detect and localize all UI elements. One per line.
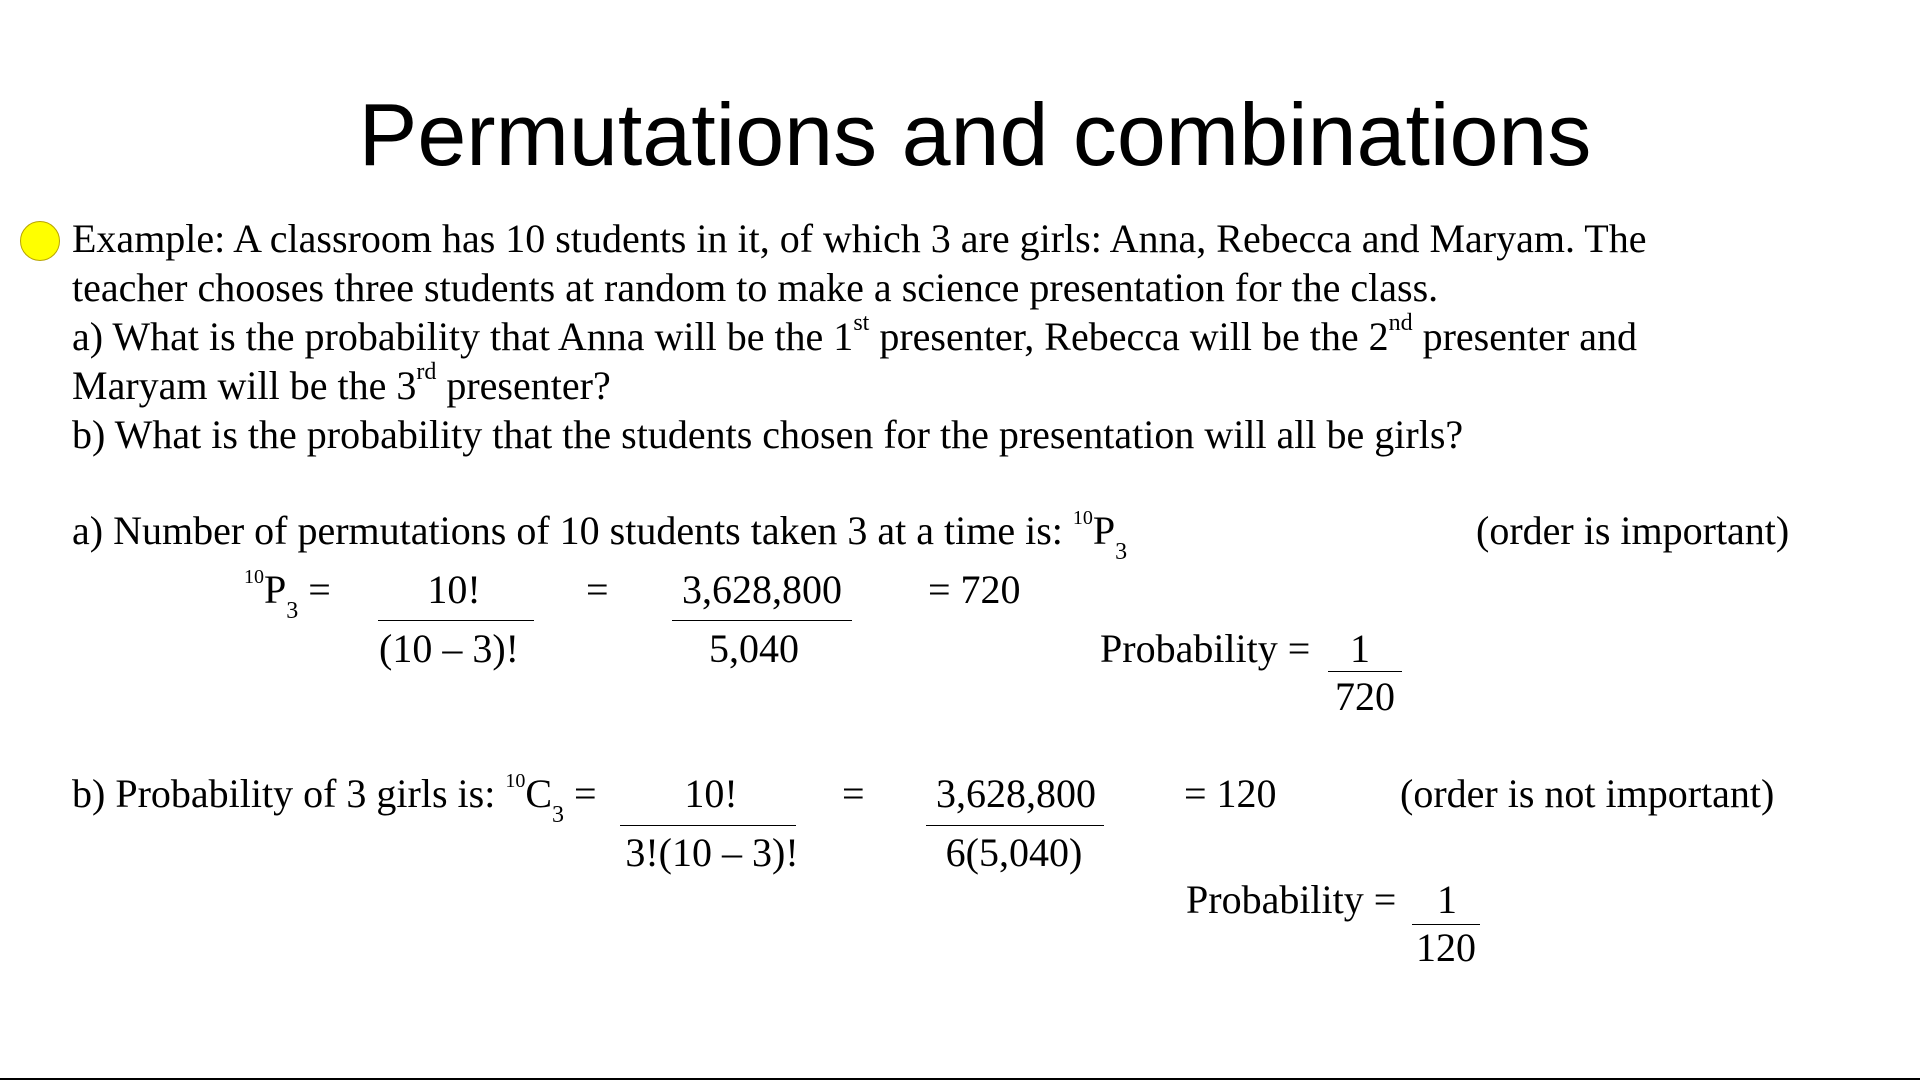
solution-b-intro-sup: 10 xyxy=(505,769,526,792)
question-a-text-4: Maryam will be the 3 xyxy=(72,363,417,408)
permutation-lhs-sup: 10 xyxy=(244,565,264,588)
fraction-a1-numerator: 10! xyxy=(427,567,481,612)
fraction-b2-denominator: 6(5,040) xyxy=(945,830,1083,875)
fraction-a2-bar xyxy=(672,620,852,621)
ordinal-st: st xyxy=(853,309,870,336)
fraction-a2-numerator: 3,628,800 xyxy=(682,567,842,612)
solution-b-probability-denominator: 120 xyxy=(1416,925,1476,970)
solution-a-probability-bar xyxy=(1328,671,1402,672)
permutation-lhs-symbol: P xyxy=(264,567,287,612)
solution-b-probability-label: Probability = xyxy=(1186,877,1397,922)
question-a-text-5: presenter? xyxy=(436,363,611,408)
fraction-b1-denominator: 3!(10 – 3)! xyxy=(625,830,799,875)
question-a-line-2 xyxy=(72,358,611,410)
example-line-2: teacher chooses three students at random to make a science presentation for the class. xyxy=(72,265,1439,310)
solution-a-intro-text: a) Number of permutations of 10 students taken 3 at a time is: xyxy=(72,508,1073,553)
solution-a-intro-symbol: P xyxy=(1092,508,1116,553)
solution-a-note: (order is important) xyxy=(1476,508,1790,553)
permutation-lhs-eq: = xyxy=(298,567,331,612)
solution-a-equals: = xyxy=(586,567,609,612)
question-b-line: b) What is the probability that the students chosen for the presentation will all be girls? xyxy=(72,412,1464,457)
fraction-a1-denominator: (10 – 3)! xyxy=(379,626,519,671)
solution-a-intro-sup: 10 xyxy=(1072,506,1093,529)
solution-a-probability-denominator: 720 xyxy=(1335,674,1395,719)
fraction-a1-bar xyxy=(378,620,534,621)
solution-b-probability-numerator: 1 xyxy=(1437,877,1457,922)
permutation-lhs-sub: 3 xyxy=(286,598,299,624)
solution-b-result: = 120 xyxy=(1184,771,1277,816)
solution-b-intro-eq: = xyxy=(564,771,597,816)
solution-b-note: (order is not important) xyxy=(1400,771,1775,816)
fraction-b2-bar xyxy=(926,825,1104,826)
solution-b-intro xyxy=(72,769,597,828)
permutation-lhs xyxy=(244,565,331,624)
solution-b-intro-sub: 3 xyxy=(552,802,565,828)
solution-b-intro-text: b) Probability of 3 girls is: xyxy=(72,771,506,816)
fraction-b1-numerator: 10! xyxy=(684,771,738,816)
solution-b-equals: = xyxy=(842,771,865,816)
question-a-text-3: presenter and xyxy=(1412,314,1637,359)
solution-a-intro-sub: 3 xyxy=(1115,539,1128,565)
solution-a-probability-label: Probability = xyxy=(1100,626,1311,671)
solution-b-intro-symbol: C xyxy=(525,771,553,816)
question-a-line-1 xyxy=(72,309,1637,361)
slide-title: Permutations and combinations xyxy=(358,85,1592,184)
question-a-text-2: presenter, Rebecca will be the 2 xyxy=(869,314,1389,359)
solution-a-result: = 720 xyxy=(928,567,1021,612)
question-a-text-1: a) What is the probability that Anna will be the 1 xyxy=(72,314,854,359)
fraction-b1-bar xyxy=(620,825,796,826)
fraction-b2-numerator: 3,628,800 xyxy=(936,771,1096,816)
fraction-a2-denominator: 5,040 xyxy=(709,626,799,671)
ordinal-nd: nd xyxy=(1388,309,1413,336)
solution-a-intro xyxy=(72,506,1128,565)
solution-a-probability-numerator: 1 xyxy=(1350,626,1370,671)
ordinal-rd: rd xyxy=(416,358,437,385)
bullet-marker xyxy=(20,221,60,261)
example-line-1: Example: A classroom has 10 students in it, of which 3 are girls: Anna, Rebecca and Maryam. The xyxy=(72,216,1647,261)
